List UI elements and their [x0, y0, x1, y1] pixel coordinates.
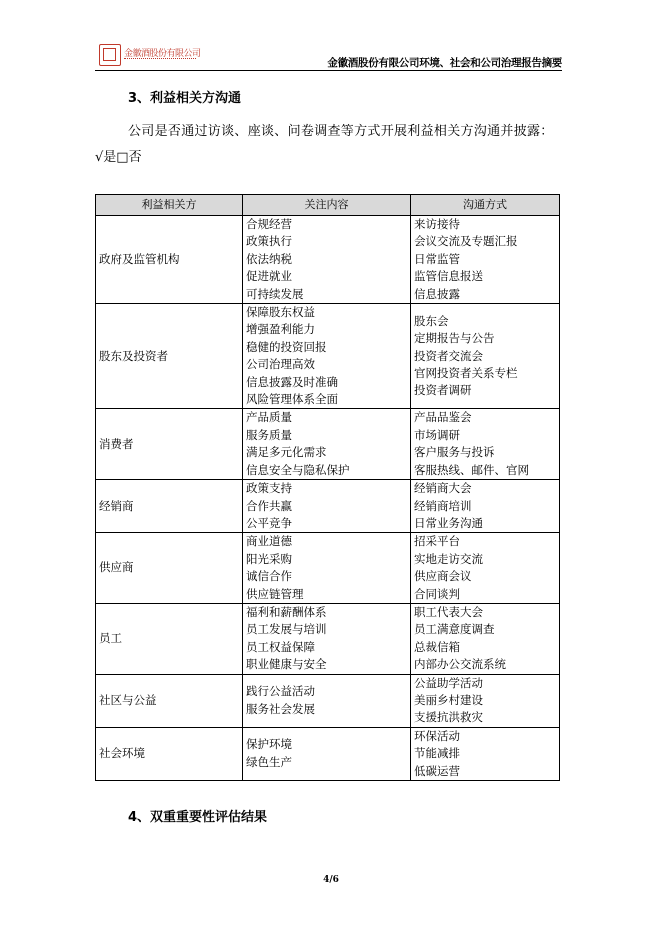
stakeholder-cell: 政府及监管机构: [96, 216, 243, 304]
concern-item: 供应链管理: [246, 586, 304, 601]
concern-item: 公平竞争: [246, 515, 292, 530]
concern-item: 风险管理体系全面: [246, 392, 338, 407]
table-header-row: [96, 195, 560, 216]
method-item: 总裁信箱: [414, 639, 460, 654]
method-item: 供应商会议: [414, 569, 472, 584]
method-item: 定期报告与公告: [414, 331, 495, 346]
method-item: 监管信息报送: [414, 269, 483, 284]
method-item: 职工代表大会: [414, 604, 483, 619]
methods-cell: [411, 304, 560, 409]
method-item: 来访接待: [414, 217, 460, 231]
section-3-heading: 3、利益相关方沟通: [128, 91, 242, 106]
method-item: 客户服务与投诉: [414, 445, 495, 460]
method-item: 投资者调研: [414, 383, 472, 398]
concerns-cell: [243, 674, 411, 727]
concerns-cell: [243, 727, 411, 780]
concern-item: 保障股东权益: [246, 305, 315, 320]
table-row: [96, 674, 560, 727]
concern-item: 服务质量: [246, 427, 292, 442]
stakeholder-cell: 股东及投资者: [96, 304, 243, 409]
header-title: 金徽酒股份有限公司环境、社会和公司治理报告摘要: [327, 57, 562, 69]
concern-item: 稳健的投资回报: [246, 339, 327, 354]
method-item: 合同谈判: [414, 586, 460, 601]
page-header: [95, 44, 562, 71]
concern-item: 产品质量: [246, 410, 292, 425]
concerns-cell: [243, 304, 411, 409]
table-row: [96, 304, 560, 409]
section-4-heading: 4、双重重要性评估结果: [128, 810, 268, 825]
method-item: 产品品鉴会: [414, 410, 472, 425]
concern-item: 诚信合作: [246, 569, 292, 584]
methods-cell: [411, 727, 560, 780]
concerns-cell: [243, 533, 411, 604]
method-item: 信息披露: [414, 286, 460, 301]
method-item: 市场调研: [414, 427, 460, 442]
stakeholder-cell: 社区与公益: [96, 674, 243, 727]
table-row: [96, 533, 560, 604]
concern-item: 依法纳税: [246, 251, 292, 266]
concern-item: 可持续发展: [246, 286, 304, 301]
method-item: 招采平台: [414, 534, 460, 549]
page-number: 4/6: [323, 875, 339, 885]
concerns-cell: [243, 480, 411, 533]
table-body: [96, 216, 560, 781]
methods-cell: [411, 216, 560, 304]
disclosure-answer: √是□否: [95, 150, 142, 165]
concern-item: 增强盈利能力: [246, 322, 315, 337]
disclosure-question: 公司是否通过访谈、座谈、问卷调查等方式开展利益相关方沟通并披露：: [128, 124, 554, 139]
stakeholder-table: [95, 194, 560, 781]
concern-item: 政策支持: [246, 481, 292, 496]
method-item: 员工满意度调查: [414, 622, 495, 637]
concern-item: 满足多元化需求: [246, 445, 327, 460]
concern-item: 促进就业: [246, 269, 292, 284]
methods-cell: [411, 603, 560, 674]
concern-item: 绿色生产: [246, 754, 292, 769]
method-item: 会议交流及专题汇报: [414, 234, 518, 249]
method-item: 美丽乡村建设: [414, 692, 483, 707]
methods-cell: [411, 533, 560, 604]
table-row: [96, 480, 560, 533]
concern-item: 践行公益活动: [246, 684, 315, 699]
column-header-concerns: 关注内容: [243, 195, 411, 216]
method-item: 节能减排: [414, 746, 460, 761]
method-item: 经销商培训: [414, 498, 472, 513]
stakeholder-cell: 员工: [96, 603, 243, 674]
concern-item: 信息披露及时准确: [246, 374, 338, 389]
stakeholder-cell: 消费者: [96, 409, 243, 480]
table-row: [96, 603, 560, 674]
concerns-cell: [243, 216, 411, 304]
methods-cell: [411, 674, 560, 727]
concern-item: 服务社会发展: [246, 701, 315, 716]
concern-item: 合规经营: [246, 217, 292, 231]
concern-item: 商业道德: [246, 534, 292, 549]
stakeholder-cell: 供应商: [96, 533, 243, 604]
concerns-cell: [243, 409, 411, 480]
method-item: 股东会: [414, 313, 449, 328]
table-row: [96, 727, 560, 780]
concern-item: 员工权益保障: [246, 639, 315, 654]
logo-brand-name: 金徽酒股份有限公司: [124, 49, 201, 59]
method-item: 经销商大会: [414, 481, 472, 496]
logo-seal-icon: [99, 44, 121, 66]
concern-item: 阳光采购: [246, 551, 292, 566]
method-item: 投资者交流会: [414, 348, 483, 363]
column-header-stakeholder: 利益相关方: [96, 195, 243, 216]
methods-cell: [411, 480, 560, 533]
concern-item: 职业健康与安全: [246, 657, 327, 672]
method-item: 客服热线、邮件、官网: [414, 462, 529, 477]
stakeholder-cell: 经销商: [96, 480, 243, 533]
table-row: [96, 409, 560, 480]
concern-item: 信息安全与隐私保护: [246, 462, 350, 477]
table-row: [96, 216, 560, 304]
method-item: 日常监管: [414, 251, 460, 266]
method-item: 日常业务沟通: [414, 515, 483, 530]
company-logo: [99, 44, 199, 68]
concern-item: 福利和薪酬体系: [246, 604, 327, 619]
concern-item: 员工发展与培训: [246, 622, 327, 637]
stakeholder-cell: 社会环境: [96, 727, 243, 780]
logo-underline: [124, 58, 196, 62]
method-item: 内部办公交流系统: [414, 657, 506, 672]
method-item: 低碳运营: [414, 763, 460, 778]
concern-item: 政策执行: [246, 234, 292, 249]
concern-item: 合作共赢: [246, 498, 292, 513]
method-item: 实地走访交流: [414, 551, 483, 566]
method-item: 公益助学活动: [414, 675, 483, 690]
method-item: 支援抗洪救灾: [414, 710, 483, 725]
column-header-methods: 沟通方式: [411, 195, 560, 216]
concerns-cell: [243, 603, 411, 674]
method-item: 环保活动: [414, 728, 460, 743]
concern-item: 公司治理高效: [246, 357, 315, 372]
method-item: 官网投资者关系专栏: [414, 365, 518, 380]
methods-cell: [411, 409, 560, 480]
concern-item: 保护环境: [246, 737, 292, 752]
